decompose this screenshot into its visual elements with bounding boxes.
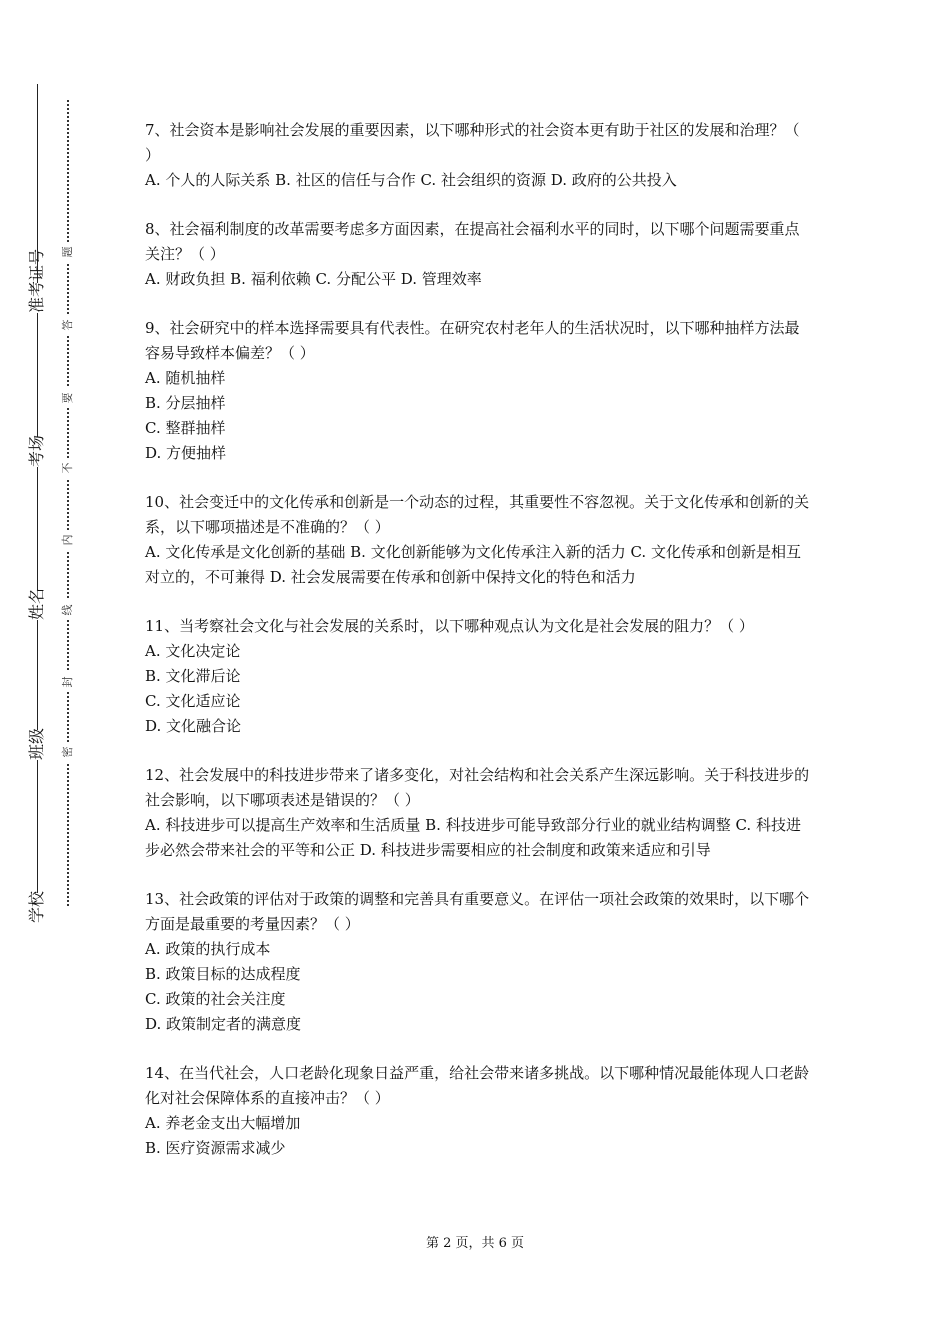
question-stem: 7、社会资本是影响社会发展的重要因素，以下哪种形式的社会资本更有助于社区的发展和治理？（ ）: [145, 121, 800, 164]
seal-char: 密: [58, 742, 78, 762]
question-stem: 14、在当代社会，人口老龄化现象日益严重，给社会带来诸多挑战。以下哪种情况最能体现人口老龄化对社会保障体系的直接冲击？（ ）: [145, 1064, 810, 1107]
question-8: [145, 217, 810, 292]
question-stem: 10、社会变迁中的文化传承和创新是一个动态的过程，其重要性不容忽视。关于文化传承和创新的关系，以下哪项描述是不准确的？（ ）: [145, 493, 810, 536]
option-d: D. 文化融合论: [145, 717, 242, 735]
option-a: A. 随机抽样: [145, 369, 226, 387]
question-stem: 9、社会研究中的样本选择需要具有代表性。在研究农村老年人的生活状况时，以下哪种抽样方法最容易导致样本偏差？（ ）: [145, 319, 800, 362]
seal-char: 要: [58, 388, 78, 408]
exam-room-label: 考场: [22, 437, 52, 467]
option-c: C. 整群抽样: [145, 419, 226, 437]
question-stem: 11、当考察社会文化与社会发展的关系时，以下哪种观点认为文化是社会发展的阻力？（ ）: [145, 617, 754, 635]
seal-char: 内: [58, 530, 78, 550]
binding-solid-line: [37, 84, 38, 920]
option-c: C. 政策的社会关注度: [145, 990, 286, 1008]
seal-char: 答: [58, 315, 78, 335]
option-b: B. 文化滞后论: [145, 667, 241, 685]
option-a: A. 政策的执行成本: [145, 940, 271, 958]
option-d: D. 政策制定者的满意度: [145, 1015, 302, 1033]
exam-id-label: 准考证号: [22, 283, 52, 313]
question-11: [145, 614, 810, 739]
question-options: A. 科技进步可以提高生产效率和生活质量 B. 科技进步可能导致部分行业的就业结构调整 C. 科技进步必然会带来社会的平等和公正 D. 科技进步需要相应的社会制度和政策来适应和引导: [145, 816, 801, 859]
question-14: [145, 1061, 810, 1161]
seal-char: 封: [58, 672, 78, 692]
question-options: A. 个人的人际关系 B. 社区的信任与合作 C. 社会组织的资源 D. 政府的公共投入: [145, 171, 677, 189]
binding-margin: [0, 0, 110, 1344]
question-7: [145, 118, 810, 193]
option-b: B. 政策目标的达成程度: [145, 965, 301, 983]
question-options: A. 财政负担 B. 福利依赖 C. 分配公平 D. 管理效率: [145, 270, 482, 288]
option-b: B. 医疗资源需求减少: [145, 1139, 286, 1157]
class-label: 班级: [22, 730, 52, 760]
page-number: 第 2 页，共 6 页: [425, 1236, 525, 1251]
student-name-label: 姓名: [22, 590, 52, 620]
option-c: C. 文化适应论: [145, 692, 241, 710]
question-stem: 13、社会政策的评估对于政策的调整和完善具有重要意义。在评估一项社会政策的效果时，以下哪个方面是最重要的考量因素？（ ）: [145, 890, 810, 933]
seal-char: 线: [58, 600, 78, 620]
option-d: D. 方便抽样: [145, 444, 227, 462]
question-options: A. 文化传承是文化创新的基础 B. 文化创新能够为文化传承注入新的活力 C. 文化传承和创新是相互对立的，不可兼得 D. 社会发展需要在传承和创新中保持文化的特色和活力: [145, 543, 801, 586]
seal-dotted-line: [67, 100, 69, 906]
option-a: A. 养老金支出大幅增加: [145, 1114, 301, 1132]
question-9: [145, 316, 810, 466]
question-10: [145, 490, 810, 590]
question-stem: 8、社会福利制度的改革需要考虑多方面因素，在提高社会福利水平的同时，以下哪个问题需要重点关注？（ ）: [145, 220, 800, 263]
question-stem: 12、社会发展中的科技进步带来了诸多变化，对社会结构和社会关系产生深远影响。关于科技进步的社会影响，以下哪项表述是错误的？（ ）: [145, 766, 810, 809]
option-b: B. 分层抽样: [145, 394, 226, 412]
option-a: A. 文化决定论: [145, 642, 241, 660]
school-label: 学校: [22, 893, 52, 923]
question-list: [145, 118, 810, 1185]
question-12: [145, 763, 810, 863]
seal-char: 不: [58, 458, 78, 478]
question-13: [145, 887, 810, 1037]
seal-char: 题: [58, 242, 78, 262]
